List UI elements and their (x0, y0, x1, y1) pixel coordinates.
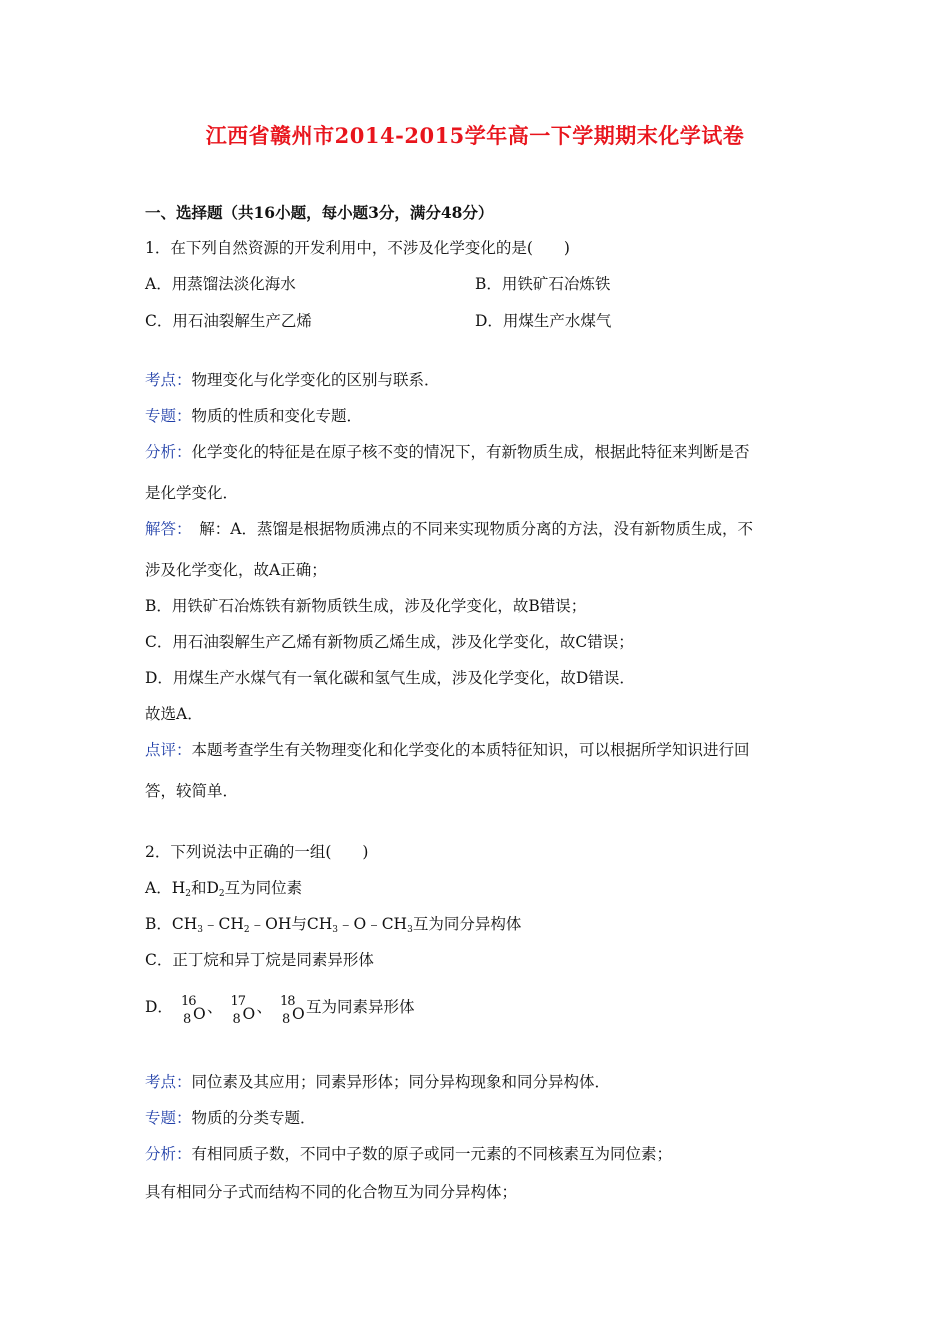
q2-option-d: D． 16 8 O 、 17 8 O 、 18 8 O 互为同素异形体 (145, 994, 415, 1027)
q1-kaodian: 考点：物理变化与化学变化的区别与联系． (145, 371, 440, 389)
q1-fenxi: 分析：化学变化的特征是在原子核不变的情况下，有新物质生成，根据此特征来判断是否 (145, 443, 750, 461)
q1-jieda: 解答： 解：A．蒸馏是根据物质沸点的不同来实现物质分离的方法，没有新物质生成，不 (145, 520, 753, 538)
q2-fenxi-cont: 具有相同分子式而结构不同的化合物互为同分异构体； (145, 1183, 518, 1201)
q2-kaodian: 考点：同位素及其应用；同素异形体；同分异构现象和同分异构体． (145, 1073, 611, 1091)
q1-explain-b: B．用铁矿石冶炼铁有新物质铁生成，涉及化学变化，故B错误； (145, 597, 587, 615)
isotope-o17: 17 8 O (230, 994, 256, 1027)
zhuanti-label: 专题 (145, 407, 177, 425)
q2-zhuanti: 专题：物质的分类专题． (145, 1109, 316, 1127)
q1-option-d: D．用煤生产水煤气 (475, 312, 612, 330)
q1-dianping: 点评：本题考查学生有关物理变化和化学变化的本质特征知识，可以根据所学知识进行回 (145, 741, 750, 759)
q2-stem: 2．下列说法中正确的一组( ) (145, 843, 369, 861)
q1-explain-d: D．用煤生产水煤气有一氧化碳和氢气生成，涉及化学变化，故D错误． (145, 669, 635, 687)
q1-stem: 1．在下列自然资源的开发利用中，不涉及化学变化的是( ) (145, 239, 570, 257)
fenxi-label: 分析 (145, 443, 177, 461)
page-title: 江西省赣州市2014-2015学年高一下学期期末化学试卷 (205, 123, 745, 148)
q2-fenxi: 分析：有相同质子数，不同中子数的原子或同一元素的不同核素互为同位素； (145, 1145, 673, 1163)
jieda-label: 解答 (145, 520, 177, 538)
isotope-o18: 18 8 O (279, 994, 305, 1027)
q1-answer: 故选A． (145, 705, 203, 723)
q2-option-a: A．$H_2$和$D_2$互为同位素 (145, 879, 303, 899)
q1-option-a: A．用蒸馏法淡化海水 (145, 275, 296, 293)
q1-explain-c: C．用石油裂解生产乙烯有新物质乙烯生成，涉及化学变化，故C错误； (145, 633, 634, 651)
q2-option-c: C．正丁烷和异丁烷是同素异形体 (145, 951, 374, 969)
q1-fenxi-cont: 是化学变化． (145, 484, 239, 502)
section-heading: 一、选择题（共16小题，每小题3分，满分48分） (145, 203, 494, 222)
kaodian-label: 考点 (145, 371, 177, 389)
q1-zhuanti: 专题：物质的性质和变化专题． (145, 407, 363, 425)
q1-option-b: B．用铁矿石冶炼铁 (475, 275, 611, 293)
q1-option-c: C．用石油裂解生产乙烯 (145, 312, 312, 330)
q2-option-b: B．$CH_3﹣CH_2﹣OH$与$CH_3﹣O﹣CH_3$互为同分异构体 (145, 915, 522, 935)
isotope-o16: 16 8 O (180, 994, 206, 1027)
q1-jieda-cont: 涉及化学变化，故A正确； (145, 561, 327, 579)
q1-dianping-cont: 答，较简单． (145, 782, 239, 800)
dianping-label: 点评 (145, 741, 177, 759)
